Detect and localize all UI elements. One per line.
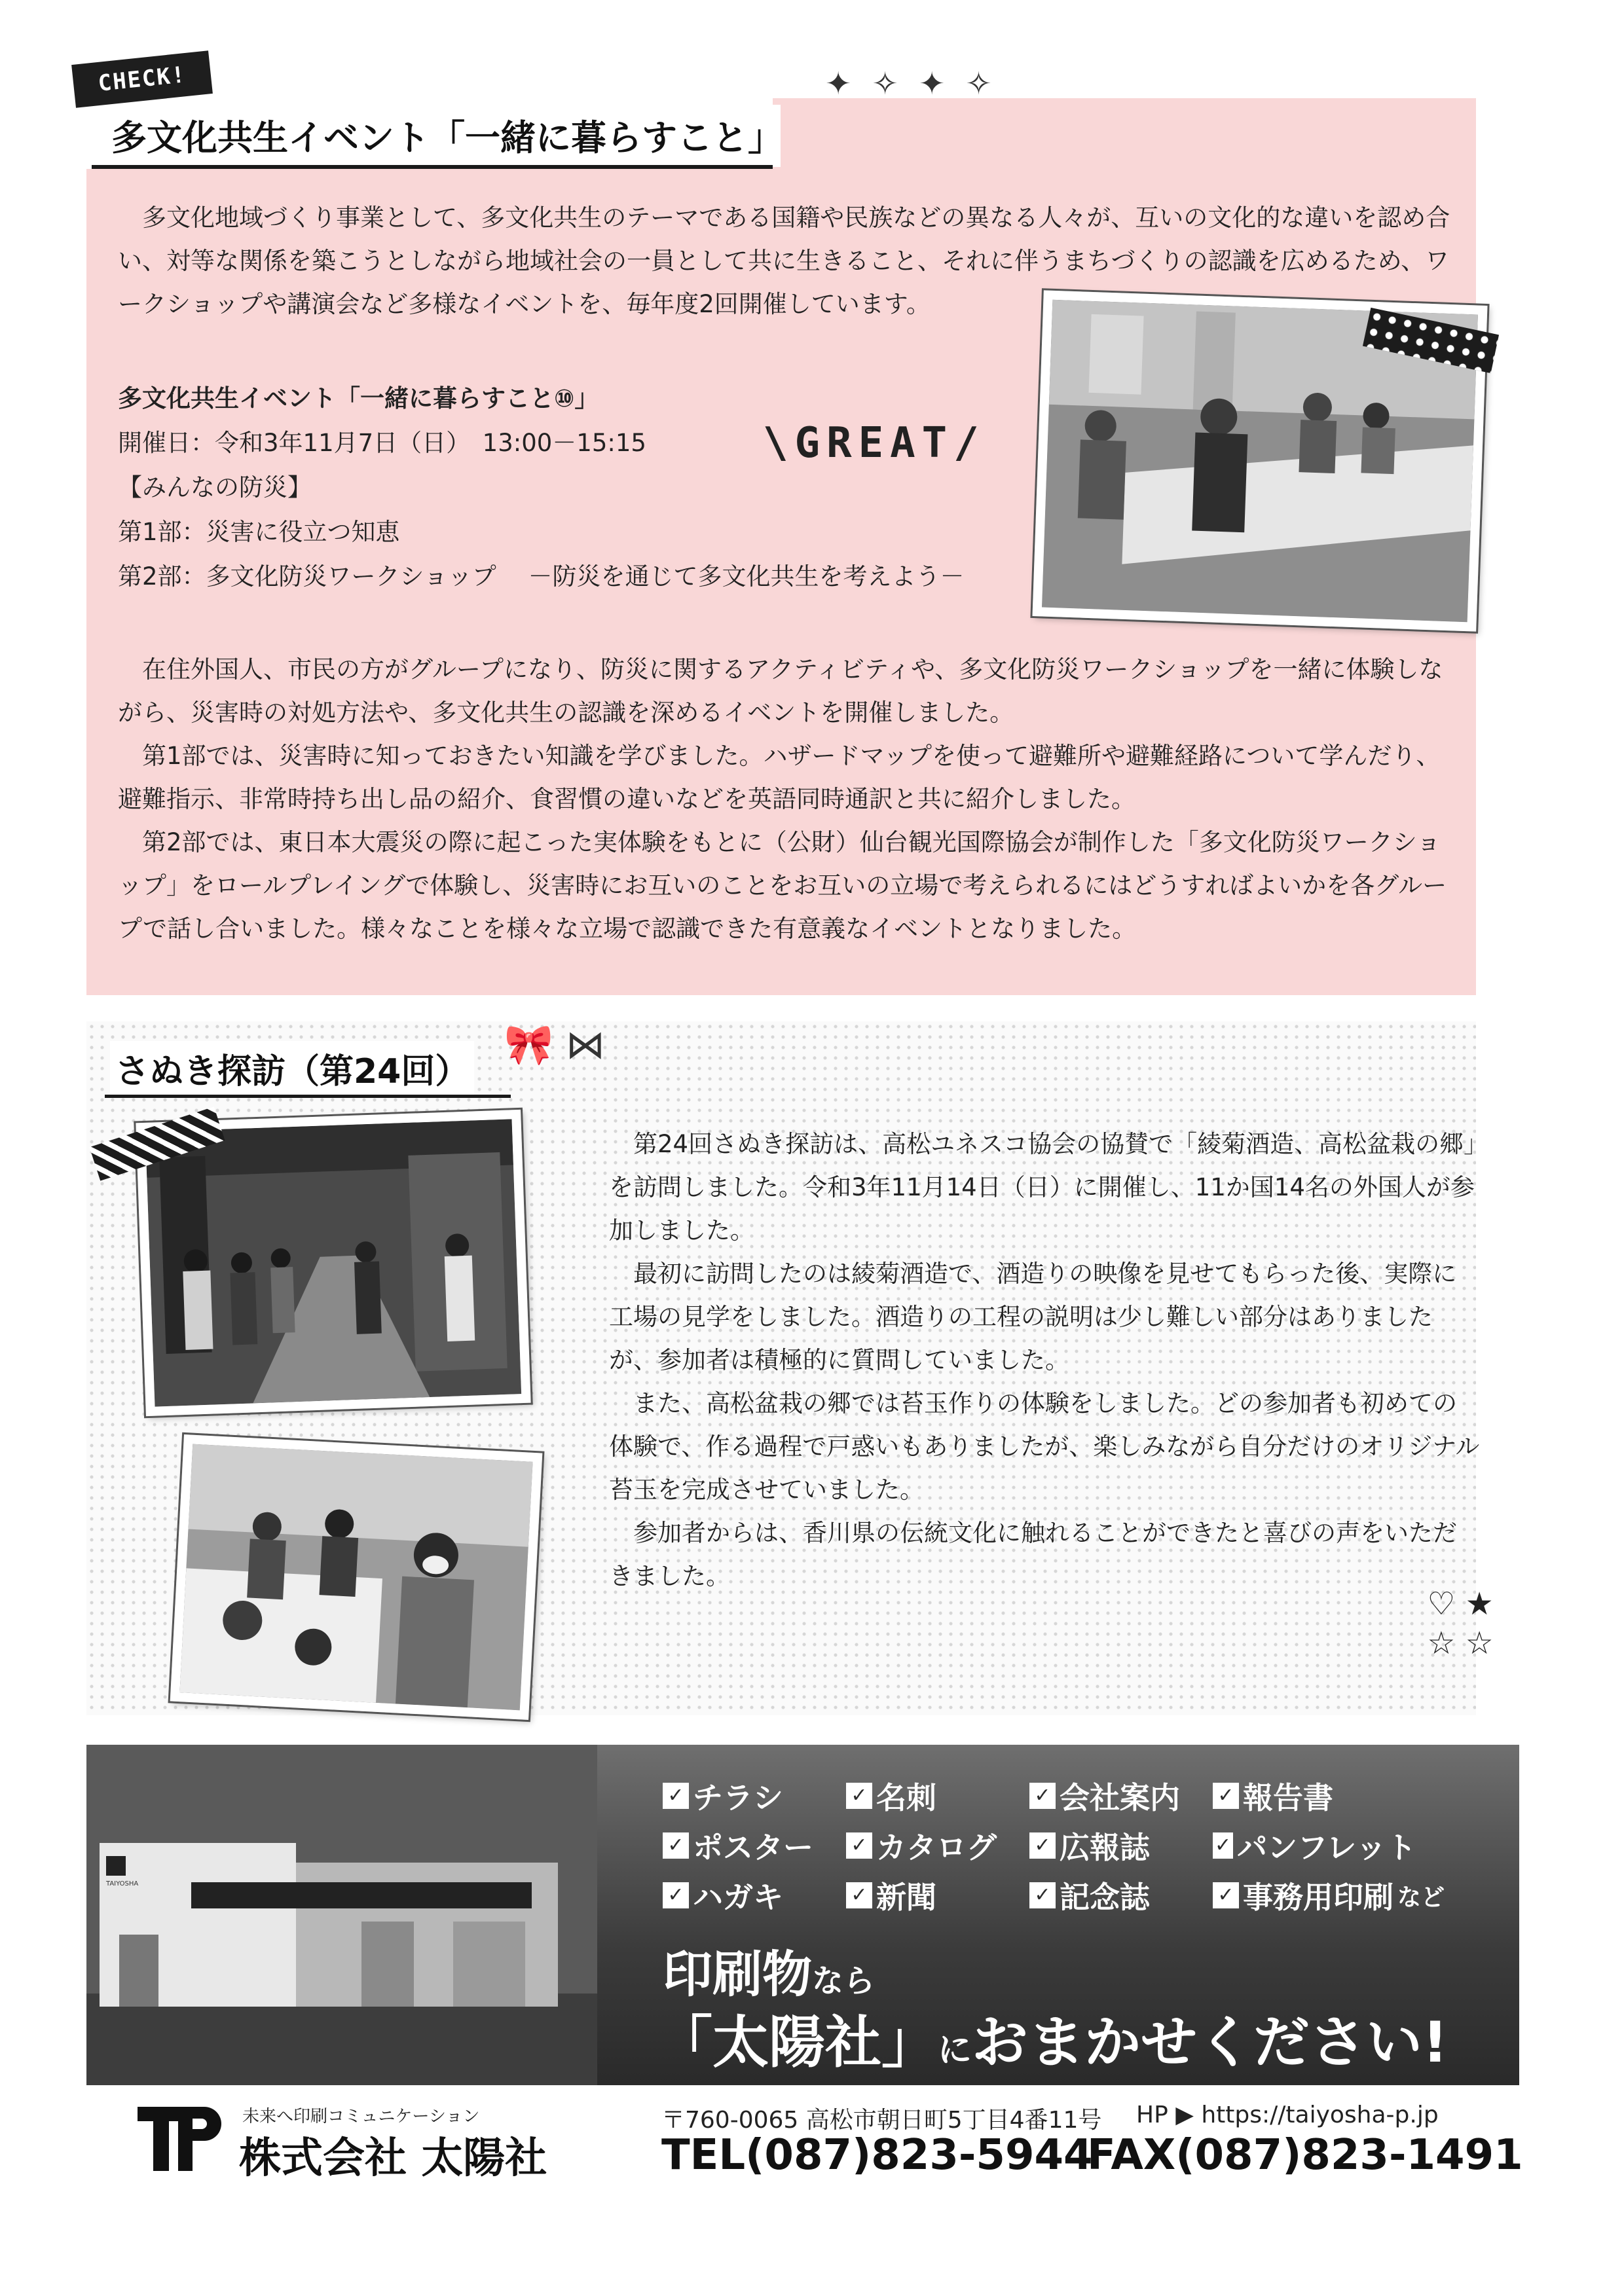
service-item: ✓ ハガキ — [663, 1874, 846, 1917]
section2-body — [609, 1123, 1480, 1598]
checkbox-icon: ✓ — [1213, 1882, 1239, 1908]
body-paragraph: 参加者からは、香川県の伝統文化に触れることができたと喜びの声をいただきました。 — [609, 1519, 1457, 1590]
body-paragraph: 第2部では、東日本大震災の際に起こった実体験をもとに（公財）仙台観光国際協会が制作した「多文化防災ワークショップ」をロールプレイングで体験し、災害時にお互いのことをお互いの立場で考えられるにはどうすればよいかを各グループで話し合いました。様々なことを様々な立場で認識できた有意義なイベントとなりました。 — [118, 828, 1447, 943]
company-website[interactable]: HP ▶ https://taiyosha-p.jp — [1136, 2102, 1439, 2128]
star-icon: ♡ ★ ☆ ☆ — [1427, 1586, 1494, 1662]
event-theme: 【みんなの防災】 — [118, 473, 312, 501]
great-stamp: \GREAT/ — [763, 419, 986, 467]
company-logo — [138, 2102, 223, 2174]
service-item: ✓ 名刺 — [846, 1774, 1029, 1817]
service-row — [663, 1821, 1514, 1870]
checkbox-icon: ✓ — [846, 1882, 872, 1908]
checkbox-icon: ✓ — [1029, 1832, 1056, 1859]
body-paragraph: 最初に訪問したのは綾菊酒造で、酒造りの映像を見せてもらった後、実際に工場の見学をしました。酒造りの工程の説明は少し難しい部分はありましたが、参加者は積極的に質問していました。 — [609, 1260, 1457, 1374]
intro-paragraph: 多文化地域づくり事業として、多文化共生のテーマである国籍や民族などの異なる人々が、互いの文化的な違いを認め合い、対等な関係を築こうとしながら地域社会の一員として共に生きること、それに伴うまちづくりの認識を広めるため、ワークショップや講演会など多様なイベントを、毎年度2回開催しています。 — [118, 204, 1450, 318]
checkbox-icon: ✓ — [846, 1832, 872, 1859]
section1-title: 多文化共生イベント「一緒に暮らすこと」 — [111, 117, 783, 158]
event-name: 多文化共生イベント「一緒に暮らすこと⑩」 — [118, 384, 599, 412]
section1-body — [118, 648, 1460, 951]
building-sign: TAIYOSHA — [106, 1880, 139, 1887]
checkbox-icon: ✓ — [1213, 1783, 1239, 1809]
ribbon-icon: 🎀 ⋈ — [504, 1022, 605, 1068]
company-tagline: 未来へ印刷コミュニケーション — [242, 2107, 480, 2126]
event-details — [118, 376, 969, 599]
company-fax: FAX(087)823-1491 — [1087, 2131, 1523, 2179]
service-item: ✓ 報告書 — [1213, 1774, 1396, 1817]
checkbox-icon: ✓ — [663, 1882, 689, 1908]
bonsai-photo — [170, 1434, 543, 1720]
checkbox-icon: ✓ — [1213, 1832, 1233, 1859]
service-item: ✓ パンフレット — [1213, 1824, 1396, 1867]
sparkle-icon: ✦ ✧ ✦ ✧ — [825, 65, 997, 102]
service-suffix: など — [1397, 1884, 1445, 1911]
body-paragraph: 第24回さぬき探訪は、高松ユネスコ協会の協賛で「綾菊酒造、高松盆栽の郷」を訪問しました。令和3年11月14日（日）に開催し、11か国14名の外国人が参加しました。 — [609, 1130, 1476, 1245]
event-part1: 第1部：災害に役立つ知恵 — [118, 518, 400, 546]
service-item: ✓ 記念誌 — [1029, 1874, 1213, 1917]
service-item: ✓ ポスター — [663, 1824, 846, 1867]
company-name: 株式会社 太陽社 — [239, 2134, 547, 2183]
event-part2: 第2部：多文化防災ワークショップ －防災を通じて多文化共生を考えよう－ — [118, 562, 965, 591]
service-item: ✓ 会社案内 — [1029, 1774, 1213, 1817]
checkbox-icon: ✓ — [663, 1783, 689, 1809]
service-list — [663, 1771, 1514, 1920]
printing-ad — [86, 1745, 1519, 2085]
body-paragraph: 第1部では、災害時に知っておきたい知識を学びました。ハザードマップを使って避難所や避難経路について学んだり、避難指示、非常時持ち出し品の紹介、食習慣の違いなどを英語同時通訳と共に紹介しました。 — [118, 742, 1441, 813]
pink-header-extension — [773, 98, 1476, 170]
section1-title-underline — [92, 165, 773, 169]
service-item: ✓ 新聞 — [846, 1874, 1029, 1917]
section2-title: さぬき探訪（第24回） — [110, 1041, 474, 1095]
ad-headline-1: 印刷物なら — [663, 1945, 876, 2003]
service-item: ✓ 事務用印刷 など — [1213, 1874, 1488, 1917]
checkbox-icon: ✓ — [663, 1832, 689, 1859]
body-paragraph: また、高松盆栽の郷では苔玉作りの体験をしました。どの参加者も初めての体験で、作る過程で戸惑いもありましたが、楽しみながら自分だけのオリジナル苔玉を完成させていました。 — [609, 1389, 1480, 1504]
checkbox-icon: ✓ — [1029, 1882, 1056, 1908]
service-row — [663, 1771, 1514, 1821]
service-row — [663, 1870, 1514, 1920]
body-paragraph: 在住外国人、市民の方がグループになり、防災に関するアクティビティや、多文化防災ワークショップを一緒に体験しながら、災害時の対処方法や、多文化共生の認識を深めるイベントを開催しました。 — [118, 655, 1443, 727]
checkbox-icon: ✓ — [1029, 1783, 1056, 1809]
building-image — [86, 1745, 597, 2085]
service-item: ✓ 広報誌 — [1029, 1824, 1213, 1867]
company-address: 〒760-0065 高松市朝日町5丁目4番11号 — [661, 2107, 1102, 2134]
check-badge: CHECK! — [71, 50, 213, 108]
brewery-photo — [136, 1110, 530, 1416]
service-item: ✓ カタログ — [846, 1824, 1029, 1867]
section2-title-underline — [105, 1095, 511, 1098]
checkbox-icon: ✓ — [846, 1783, 872, 1809]
company-phone: TEL(087)823-5944 — [661, 2131, 1093, 2179]
ad-headline-2: 「太陽社」におまかせください! — [656, 2010, 1449, 2075]
service-item: ✓ チラシ — [663, 1774, 846, 1817]
event-date: 開催日：令和3年11月7日（日） 13:00－15:15 — [118, 429, 646, 457]
